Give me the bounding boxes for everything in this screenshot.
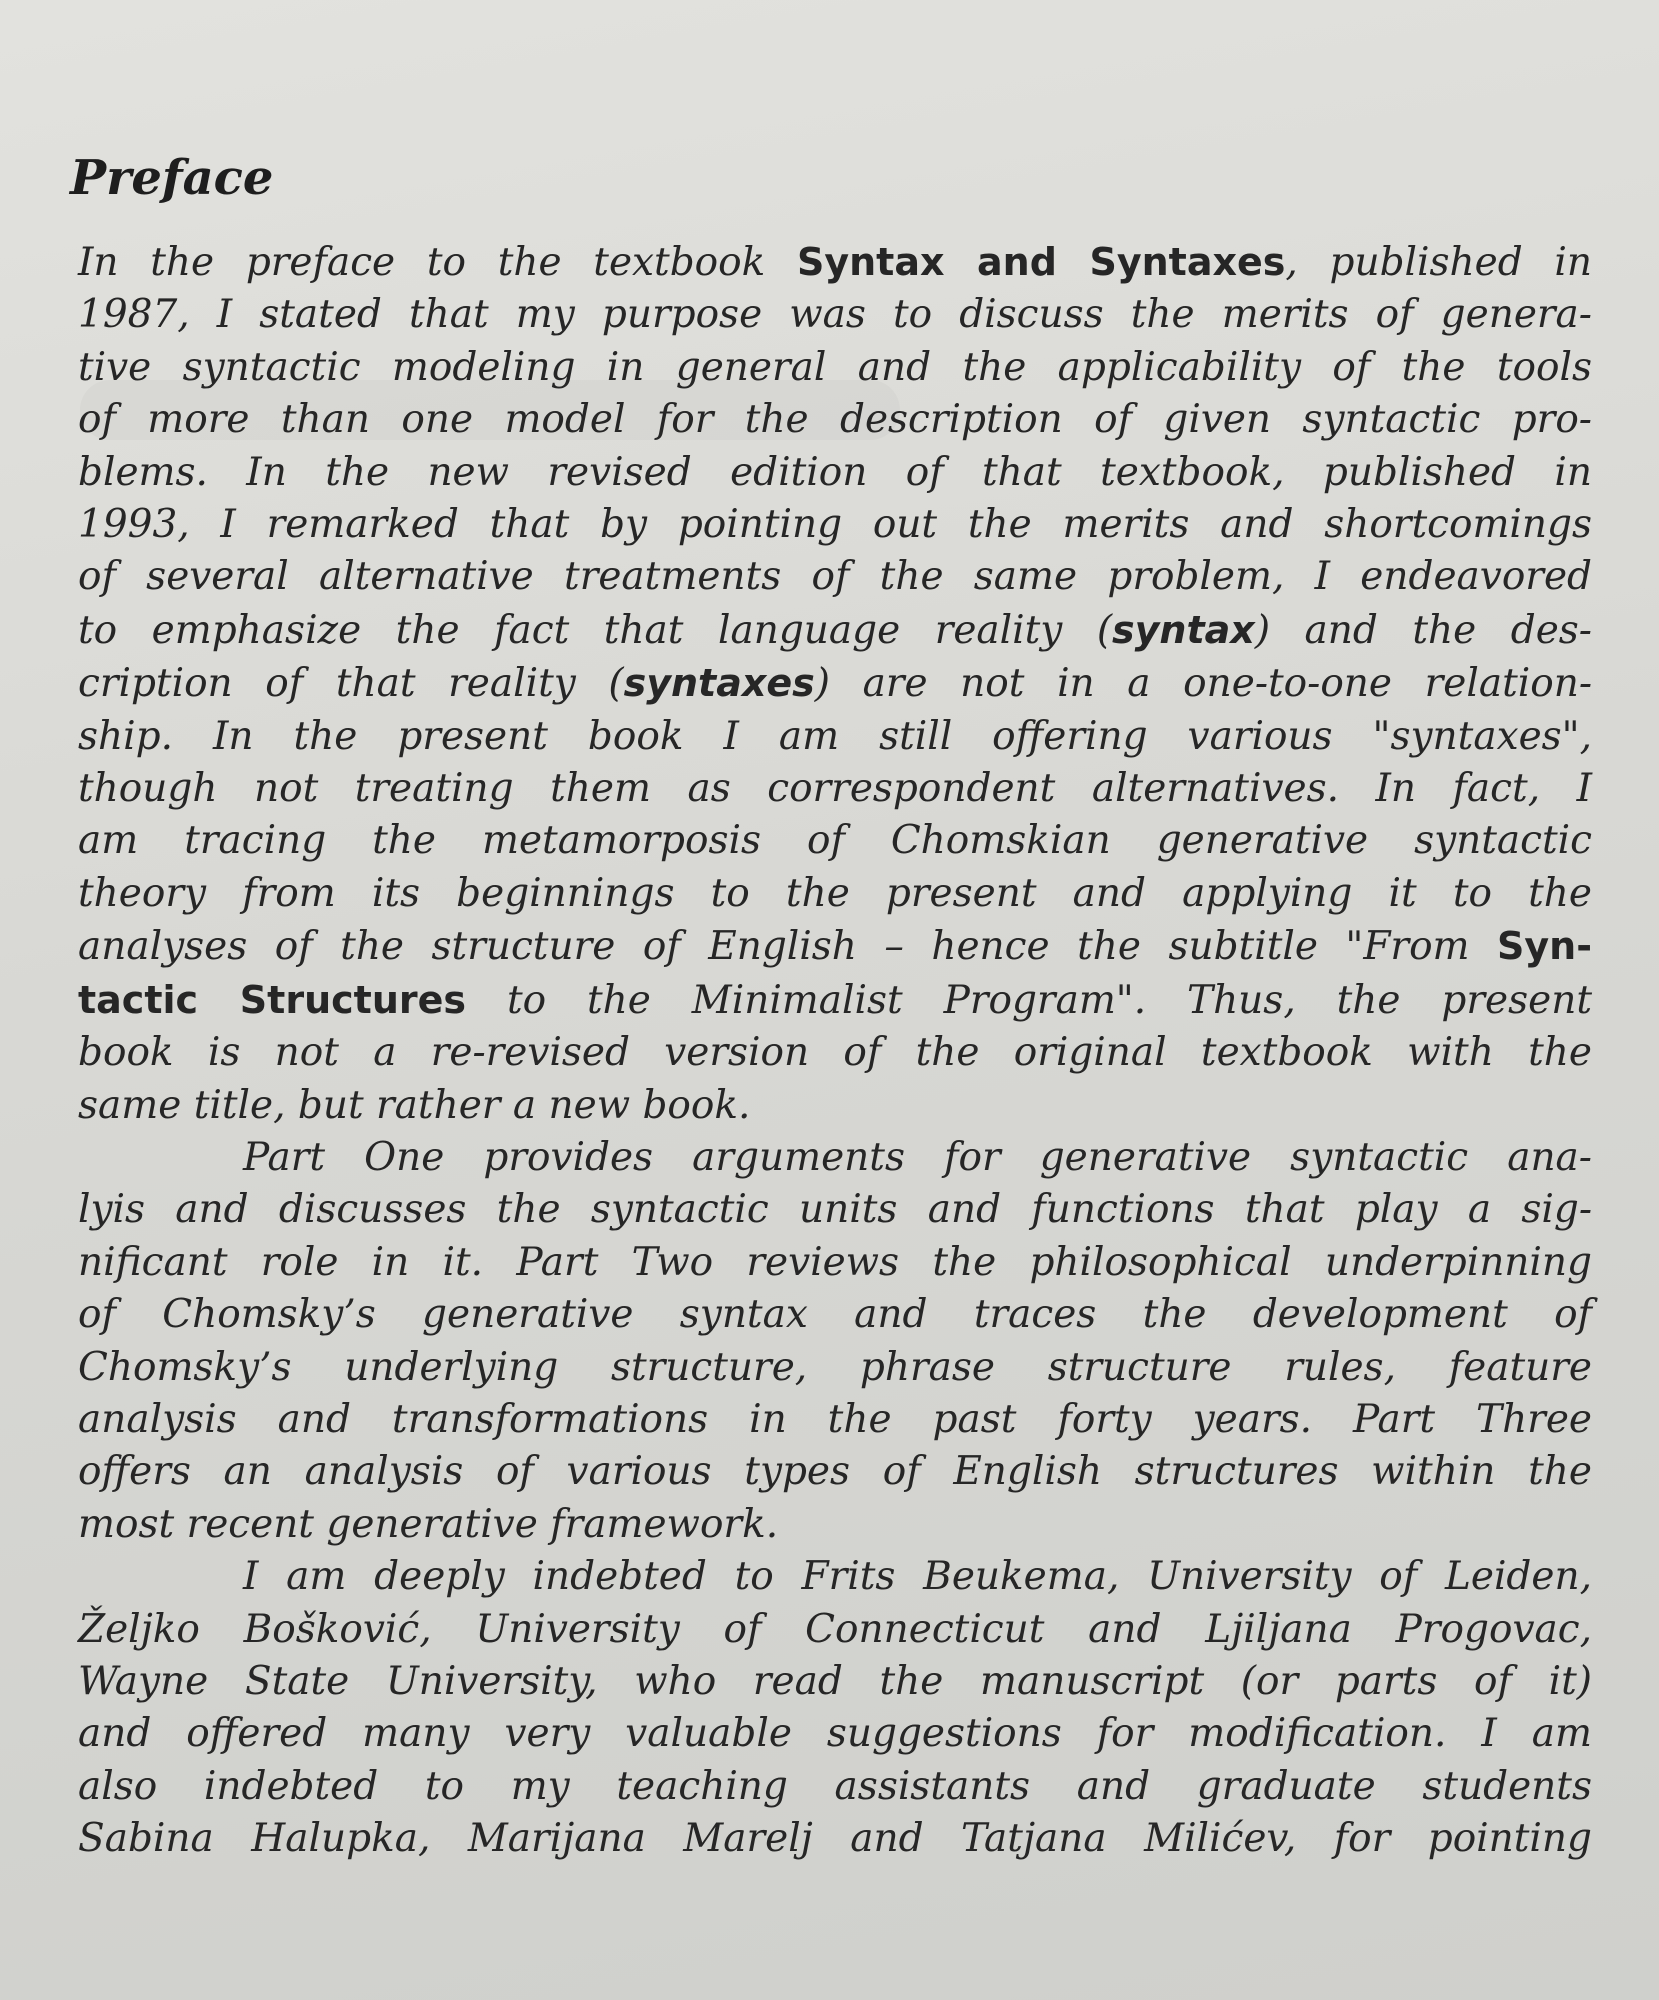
text-run: I am deeply indebted to Frits Beukema, University of Leiden, [243, 1554, 1592, 1600]
text-run: though not treating them as correspondent alternatives. In fact, I [78, 766, 1592, 812]
text-run: 1993, I remarked that by pointing out the merits and shortcomings [78, 502, 1592, 548]
text-run: book is not a re-revised version of the original textbook with the [78, 1030, 1592, 1076]
text-run: Željko Bošković, University of Connecticut and Ljiljana Progovac, [78, 1606, 1592, 1652]
text-line [78, 1132, 1592, 1184]
text-line [78, 815, 1592, 867]
text-run: and offered many very valuable suggestions for modification. I am [78, 1711, 1592, 1757]
text-line [78, 1237, 1592, 1289]
text-line [78, 1499, 1592, 1551]
text-run: ship. In the present book I am still offering various "syntaxes", [78, 713, 1592, 759]
text-run: offers an analysis of various types of English structures within the [78, 1449, 1592, 1495]
text-run: analysis and transformations in the past forty years. Part Three [78, 1396, 1592, 1442]
text-run: lyis and discusses the syntactic units and functions that play a sig- [78, 1187, 1592, 1233]
text-run: ) and the des- [1254, 607, 1592, 653]
text-run: theory from its beginnings to the present and applying it to the [78, 870, 1592, 916]
text-line [78, 657, 1592, 710]
text-run: 1987, I stated that my purpose was to discuss the merits of genera- [78, 292, 1592, 338]
preface-body [78, 236, 1592, 1866]
text-line [78, 868, 1592, 920]
text-run: blems. In the new revised edition of that textbook, published in [78, 449, 1592, 495]
text-line [78, 763, 1592, 815]
text-run: am tracing the metamorposis of Chomskian generative syntactic [78, 818, 1592, 864]
text-line [78, 920, 1592, 973]
bold-term: Syn- [1497, 924, 1592, 969]
text-run: most recent generative framework. [78, 1501, 779, 1547]
bold-term: syntax [1112, 607, 1255, 652]
text-line [78, 1446, 1592, 1498]
text-run: ) are not in a one-to-one relation- [814, 661, 1592, 707]
text-line [78, 342, 1592, 394]
text-run: analyses of the structure of English – hence the subtitle "From [78, 924, 1498, 970]
text-run: also indebted to my teaching assistants and graduate students [78, 1763, 1592, 1809]
text-line [78, 1027, 1592, 1079]
text-line [78, 1708, 1592, 1760]
text-run: In the preface to the textbook [78, 240, 797, 285]
text-line [78, 551, 1592, 603]
text-line [78, 711, 1592, 763]
text-line [78, 1656, 1592, 1708]
text-run: cription of that reality ( [78, 661, 624, 707]
text-line [78, 1289, 1592, 1341]
bold-term: syntaxes [623, 661, 815, 706]
text-line [78, 1604, 1592, 1656]
text-run: tive syntactic modeling in general and the applicability of the tools [78, 344, 1592, 390]
text-line [78, 1080, 1592, 1132]
text-line [78, 1184, 1592, 1236]
text-line [78, 604, 1592, 657]
text-run: Wayne State University, who read the manuscript (or parts of it) [78, 1658, 1592, 1704]
text-line [78, 447, 1592, 499]
text-line [78, 499, 1592, 551]
text-line [78, 236, 1592, 289]
text-run: to emphasize the fact that language reality ( [78, 607, 1113, 653]
text-line [78, 289, 1592, 341]
text-line [78, 394, 1592, 446]
text-line [78, 1342, 1592, 1394]
text-line [78, 1813, 1592, 1865]
bold-term: Syntax and Syntaxes [796, 240, 1286, 284]
text-line [78, 1551, 1592, 1603]
text-run: of more than one model for the description of given syntactic pro- [78, 397, 1592, 443]
text-line [78, 1394, 1592, 1446]
text-line [78, 974, 1592, 1027]
text-run: same title, but rather a new book. [78, 1082, 751, 1128]
text-run: Part One provides arguments for generative syntactic ana- [243, 1134, 1592, 1180]
text-run: to the Minimalist Program". Thus, the present [466, 977, 1593, 1023]
bold-term: tactic Structures [78, 977, 467, 1022]
text-run: of several alternative treatments of the same problem, I endeavored [78, 554, 1592, 600]
text-run: Chomsky’s underlying structure, phrase structure rules, feature [78, 1344, 1592, 1390]
text-run: of Chomsky’s generative syntax and traces the development of [78, 1292, 1592, 1338]
preface-heading: Preface [70, 150, 274, 206]
text-line [78, 1761, 1592, 1813]
text-run: Sabina Halupka, Marijana Marelj and Tatjana Milićev, for pointing [78, 1816, 1592, 1862]
text-run: nificant role in it. Part Two reviews the philosophical underpinning [78, 1239, 1592, 1285]
text-run: , published in [1285, 240, 1592, 285]
